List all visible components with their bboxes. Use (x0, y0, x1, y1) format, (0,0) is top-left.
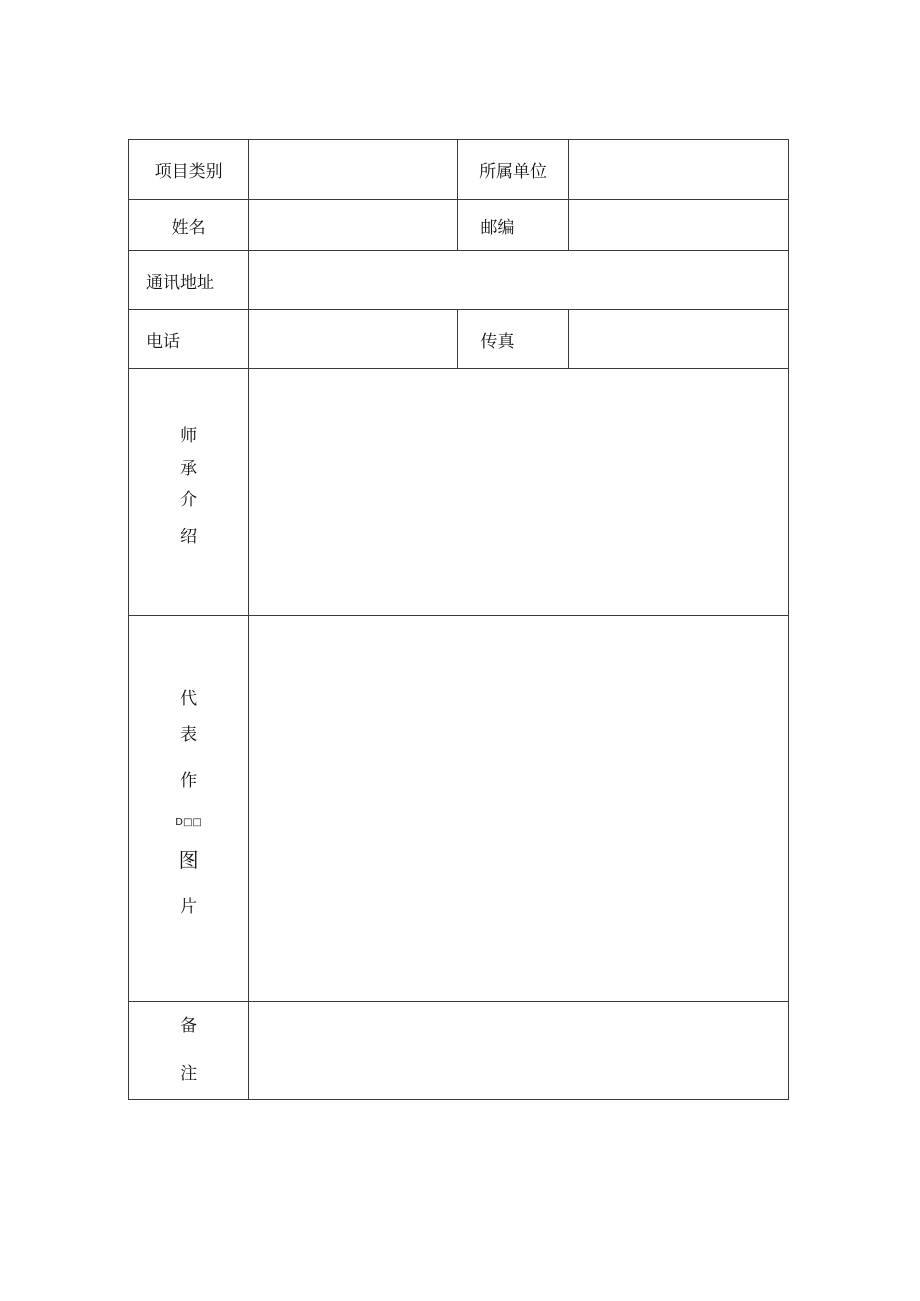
works-label-char: 代 (180, 689, 198, 709)
row-lineage (129, 369, 789, 616)
row-address (129, 251, 789, 310)
works-label-char: 片 (180, 897, 198, 917)
affiliation-field[interactable] (568, 140, 788, 200)
postcode-field[interactable] (568, 200, 788, 251)
lineage-label-char: 绍 (180, 527, 198, 547)
project-category-field[interactable] (249, 140, 458, 200)
row-remarks (129, 1002, 789, 1100)
affiliation-label: 所属单位 (458, 140, 568, 200)
registration-form-table (128, 139, 789, 1100)
name-field[interactable] (249, 200, 458, 251)
works-label-char: D□□ (175, 817, 202, 828)
fax-label: 传真 (458, 310, 568, 369)
remarks-label-char: 注 (180, 1064, 198, 1084)
lineage-label-char: 介 (180, 490, 198, 510)
lineage-field[interactable] (249, 369, 789, 616)
lineage-label-char: 师 (180, 426, 198, 446)
address-field[interactable] (249, 251, 789, 310)
remarks-field[interactable] (249, 1002, 789, 1100)
phone-field[interactable] (249, 310, 458, 369)
works-label-char: 图 (178, 848, 199, 872)
row-phone (129, 310, 789, 369)
postcode-label: 邮编 (458, 200, 568, 251)
lineage-label-char: 承 (180, 459, 198, 479)
works-label-char: 作 (180, 771, 198, 791)
project-category-label: 项目类别 (129, 140, 249, 200)
name-label: 姓名 (129, 200, 249, 251)
works-field[interactable] (249, 616, 789, 1002)
row-project-category (129, 140, 789, 200)
row-works (129, 616, 789, 1002)
remarks-label-char: 备 (180, 1016, 198, 1036)
row-name (129, 200, 789, 251)
phone-label: 电话 (129, 310, 249, 369)
lineage-label (129, 369, 249, 616)
address-label: 通讯地址 (129, 251, 249, 310)
remarks-label (129, 1002, 249, 1100)
works-label-char: 表 (180, 725, 198, 745)
works-label (129, 616, 249, 1002)
fax-field[interactable] (568, 310, 788, 369)
